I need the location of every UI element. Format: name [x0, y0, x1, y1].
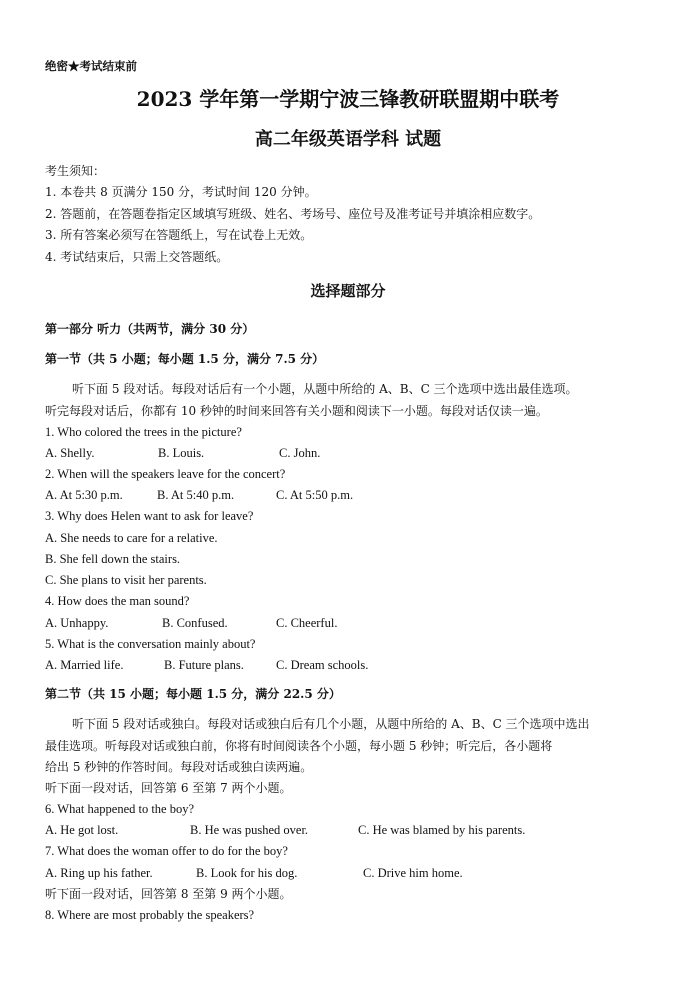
section-2-title: 第二节（共 15 小题；每小题 1.5 分，满分 22.5 分） [45, 687, 341, 701]
instruction-line: 听下面 5 段对话。每段对话后有一个小题，从题中所给的 A、B、C 三个选项中选出最佳选项。 [72, 382, 578, 396]
question-stem: 3. Why does Helen want to ask for leave? [45, 509, 254, 523]
dialog-lead: 听下面一段对话，回答第 6 至第 7 两个小题。 [45, 781, 292, 795]
question-stem: 4. How does the man sound? [45, 594, 190, 608]
section-1-title: 第一节（共 5 小题；每小题 1.5 分，满分 7.5 分） [45, 352, 325, 366]
option-a: A. Married life. [45, 658, 124, 672]
instruction-line: 给出 5 秒钟的作答时间。每段对话或独白读两遍。 [45, 760, 313, 774]
option-b: B. Louis. [158, 446, 205, 460]
option-c: C. At 5:50 p.m. [276, 488, 354, 502]
option-a: A. Shelly. [45, 446, 95, 460]
option-c: C. He was blamed by his parents. [358, 823, 526, 837]
option-a: A. At 5:30 p.m. [45, 488, 123, 502]
question-stem: 8. Where are most probably the speakers? [45, 908, 255, 922]
question-stem: 2. When will the speakers leave for the concert? [45, 467, 286, 481]
option-b: B. At 5:40 p.m. [157, 488, 235, 502]
option-b: B. She fell down the stairs. [45, 552, 181, 566]
exam-title: 2023 学年第一学期宁波三锋教研联盟期中联考 [136, 87, 560, 111]
confidential-mark: 绝密★考试结束前 [45, 59, 137, 73]
option-b: B. He was pushed over. [190, 823, 309, 837]
option-a: A. Unhappy. [45, 616, 109, 630]
question-stem: 1. Who colored the trees in the picture? [45, 425, 242, 439]
option-c: C. Cheerful. [276, 616, 338, 630]
part-title: 第一部分 听力（共两节，满分 30 分） [45, 322, 255, 336]
question-stem: 7. What does the woman offer to do for the boy? [45, 844, 288, 858]
notice-label: 考生须知： [45, 164, 106, 178]
option-b: B. Future plans. [164, 658, 244, 672]
notice-item: 2. 答题前，在答题卷指定区域填写班级、姓名、考场号、座位号及准考证号并填涂相应数字。 [45, 207, 541, 221]
option-c: C. John. [279, 446, 321, 460]
notice-item: 4. 考试结束后，只需上交答题纸。 [45, 250, 229, 264]
instruction-line: 听下面 5 段对话或独白。每段对话或独白后有几个小题，从题中所给的 A、B、C 三个选项中选出 [72, 717, 590, 731]
section-title: 选择题部分 [310, 282, 386, 300]
notice-item: 3. 所有答案必须写在答题纸上，写在试卷上无效。 [45, 228, 313, 242]
option-a: A. He got lost. [45, 823, 119, 837]
question-stem: 6. What happened to the boy? [45, 802, 195, 816]
option-a: A. She needs to care for a relative. [45, 531, 218, 545]
dialog-lead: 听下面一段对话，回答第 8 至第 9 两个小题。 [45, 887, 292, 901]
instruction-line: 听完每段对话后，你都有 10 秒钟的时间来回答有关小题和阅读下一小题。每段对话仅读一遍。 [45, 404, 548, 418]
option-c: C. Dream schools. [276, 658, 369, 672]
notice-item: 1. 本卷共 8 页满分 150 分，考试时间 120 分钟。 [45, 185, 317, 199]
option-a: A. Ring up his father. [45, 866, 153, 880]
question-stem: 5. What is the conversation mainly about? [45, 637, 256, 651]
option-b: B. Look for his dog. [196, 866, 298, 880]
instruction-line: 最佳选项。听每段对话或独白前，你将有时间阅读各个小题，每小题 5 秒钟；听完后，各小题将 [45, 739, 553, 753]
option-c: C. Drive him home. [363, 866, 463, 880]
exam-subtitle: 高二年级英语学科 试题 [254, 129, 442, 150]
option-c: C. She plans to visit her parents. [45, 573, 207, 587]
option-b: B. Confused. [162, 616, 228, 630]
